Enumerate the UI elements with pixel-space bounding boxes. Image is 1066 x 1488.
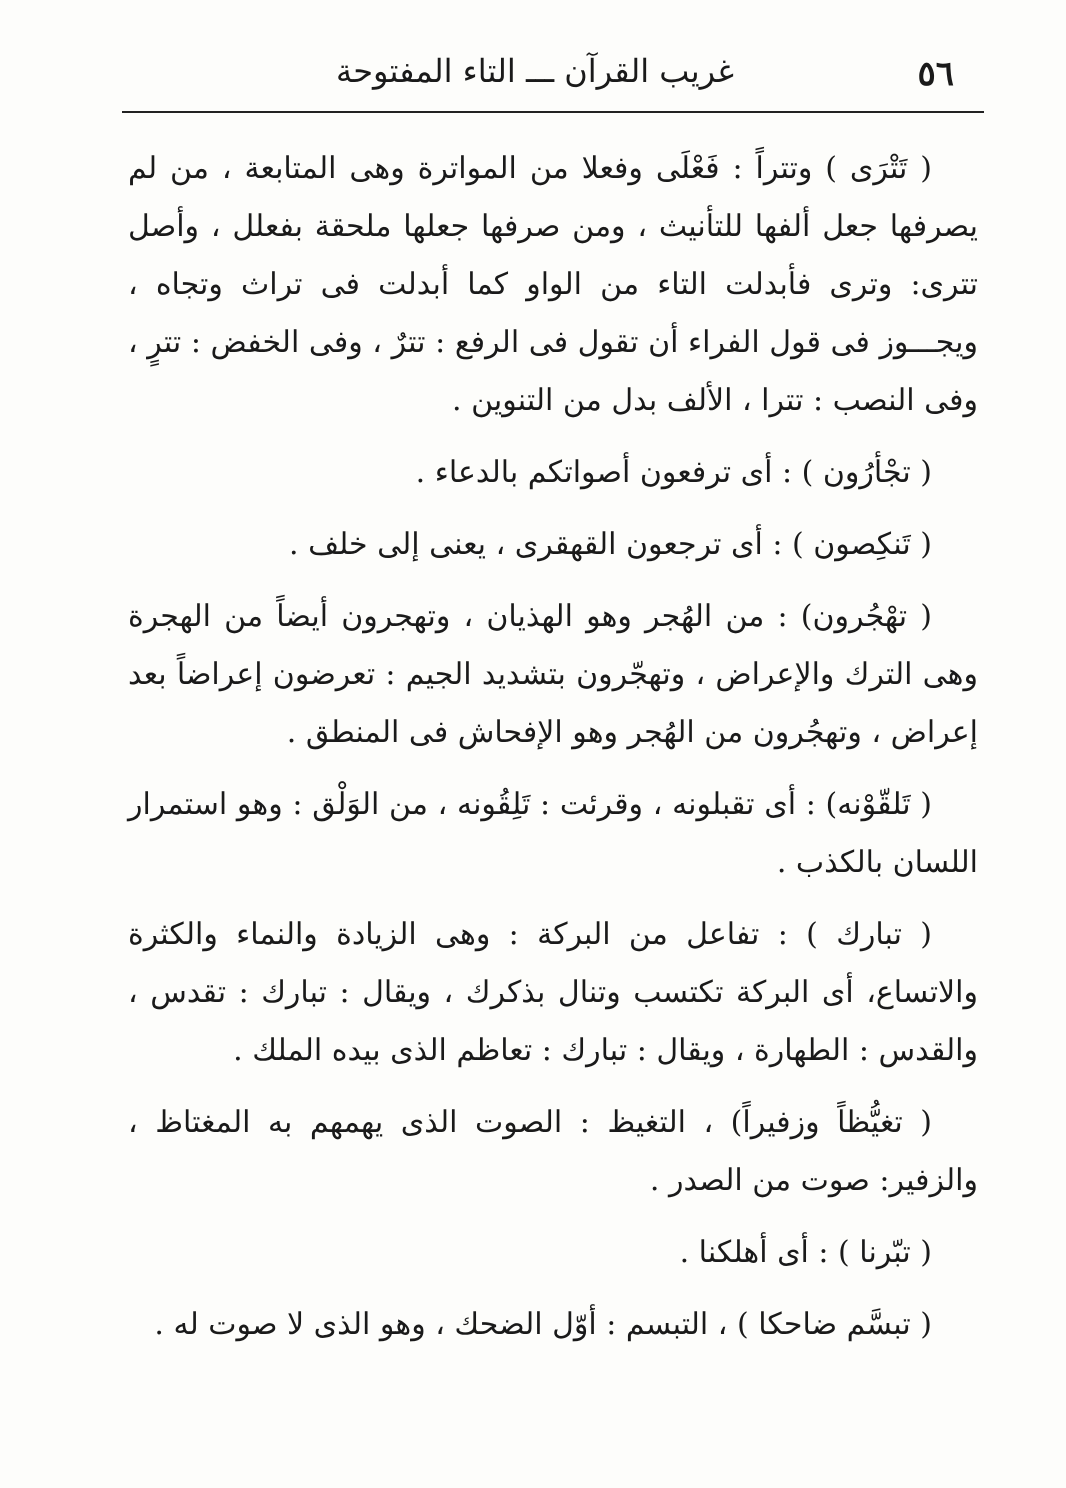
header-divider	[122, 111, 984, 113]
entry-talaqqawnahu: ( تَلقّوْنه) : أى تقبلونه ، وقرئت : تَلِقُونه ، من الوَلْق : وهو استمرار اللسان بالكذب .	[128, 787, 978, 880]
entry-tankisun: ( تَنكِصون ) : أى ترجعون القهقرى ، يعنى إلى خلف .	[289, 527, 932, 562]
entry-taghayyuzan: ( تغيُّظاً وزفيراً) ، التغيظ : الصوت الذى يهمهم به المغتاظ ، والزفير: صوت من الصدر .	[128, 1105, 978, 1198]
entry-tatra: ( تَتْرَى ) وتتراً : فَعْلَى وفعلا من المواترة وهى المتابعة ، من لم يصرفها جعل ألفها للتأنيث ، ومن صرفها جعلها ملحقة بفعلل ، وأصل تترى: وترى فأبدلت التاء من الواو كما أبدلت فى تراث وتجاه ، ويجـــوز فى قول الفراء أن تقول فى الرفع : تترٌ ، وفى الخفض : تترٍ ، وفى النصب : تترا ، الألف بدل من التنوين .	[128, 151, 978, 418]
entry-tabaraka: ( تبارك ) : تفاعل من البركة : وهى الزيادة والنماء والكثرة والاتساع، أى البركة تكتسب وتنال بذكرك ، ويقال : تبارك : تقدس ، والقدس : الطهارة ، ويقال : تبارك : تعاظم الذى بيده الملك .	[128, 917, 978, 1068]
page-body	[128, 140, 978, 1368]
entry-tabassama: ( تبسَّم ضاحكا ) ، التبسم : أوّل الضحك ، وهو الذى لا صوت له .	[154, 1307, 932, 1342]
entry-tajarun: ( تجْأرُون ) : أى ترفعون أصواتكم بالدعاء .	[415, 455, 932, 490]
entry-tabbarna: ( تبّرنا ) : أى أهلكنا .	[679, 1235, 932, 1270]
page-header	[122, 48, 984, 108]
running-title: غريب القرآن ـــ التاء المفتوحة	[336, 52, 734, 90]
entry-tahjurun: ( تهْجُرون) : من الهُجر وهو الهذيان ، وتهجرون أيضاً من الهجرة وهى الترك والإعراض ، وتهجّرون بتشديد الجيم : تعرضون إعراضاً بعد إعراض ، وتهجُرون من الهُجر وهو الإفحاش فى المنطق .	[128, 599, 978, 750]
page-number: ٥٦	[917, 54, 954, 94]
